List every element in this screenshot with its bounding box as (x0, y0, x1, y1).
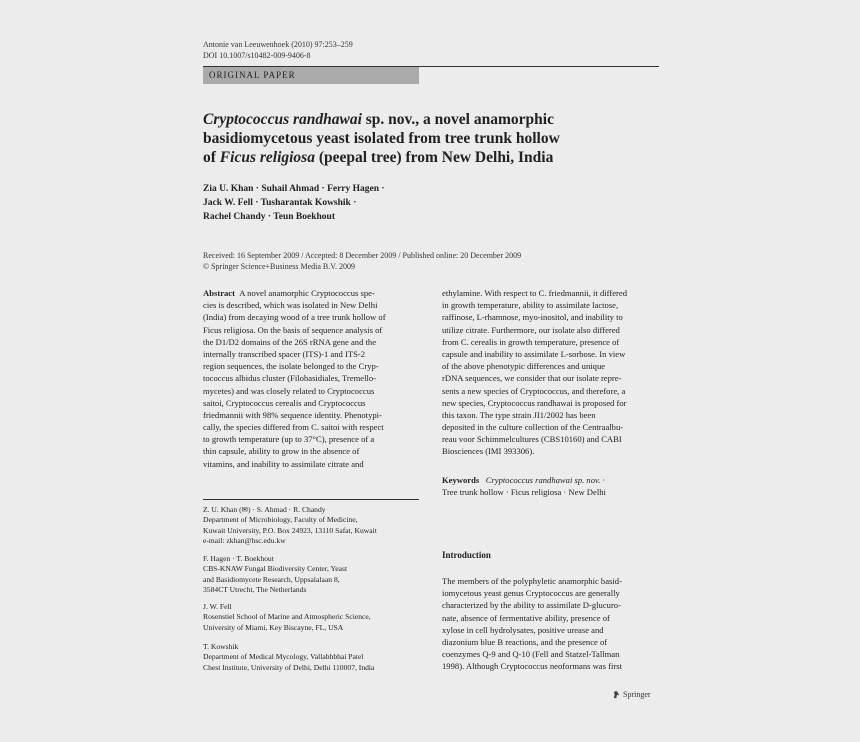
abstract-right-line: of the above phenotypic differences and unique (442, 361, 606, 372)
abstract-left-line: region sequences, the isolate belonged to the Cryp- (203, 361, 379, 372)
abstract-right-line: new species, Cryptococcus randhawai is proposed for (442, 397, 627, 408)
abstract-right-line: reau voor Schimmelcultures (CBS10160) and CABI (442, 434, 622, 445)
abstract-right-line: this taxon. The type strain JI1/2002 has been (442, 409, 596, 420)
title-line3-b: (peepal tree) from New Delhi, India (314, 149, 554, 166)
introduction-line: diazonium blue B reactions, and the presence of (442, 636, 608, 647)
received-dates: Received: 16 September 2009 / Accepted: 8 December 2009 / Published online: 20 December 2009 (203, 251, 522, 260)
springer-horse-icon (612, 690, 621, 699)
abstract-left-line: internally transcribed spacer (ITS)-1 and ITS-2 (203, 348, 366, 359)
affiliation-line: Kuwait University, P.O. Box 24923, 13110 Safat, Kuwait (203, 525, 377, 535)
dates-block (203, 250, 521, 272)
abstract-left-line: thin capsule, ability to grow in the absence of (203, 446, 360, 457)
affiliation-line: CBS-KNAW Fungal Biodiversity Center, Yeast (203, 564, 348, 574)
title-ficus: Ficus religiosa (219, 149, 315, 166)
abstract-left-line: Ficus religiosa. On the basis of sequence analysis of (203, 324, 383, 335)
affiliation-line: T. Kowshik (203, 642, 239, 651)
footnote-rule (203, 499, 419, 500)
abstract-left-line: to growth temperature (up to 37°C), presence of a (203, 434, 375, 445)
abstract-left-column (203, 287, 419, 470)
doi-line[interactable]: DOI 10.1007/s10482-009-9406-8 (203, 51, 311, 60)
abstract-left-line: saitoi, Cryptococcus cerealis and Cryptococcus (203, 397, 366, 408)
abstract-left-line: cies is described, which was isolated in New Delhi (203, 300, 378, 311)
title-line3-a: of (203, 149, 220, 166)
introduction-line: The members of the polyphyletic anamorphic basid- (442, 576, 622, 586)
affiliation-line: Department of Microbiology, Faculty of Medicine, (203, 515, 358, 525)
affiliation-line: F. Hagen · T. Boekhout (203, 554, 274, 563)
introduction-line: characterized by the ability to assimilate D-glucuro- (442, 600, 621, 611)
authors-line-1: Zia U. Khan · Suhail Ahmad · Ferry Hagen · (203, 184, 385, 194)
abstract-left-line: mycetes) and was closely related to Cryptococcus (203, 385, 375, 396)
affiliation-block (203, 642, 419, 673)
abstract-left-line: Abstract A novel anamorphic Cryptococcus spe- (203, 288, 375, 298)
journal-citation: Antonie van Leeuwenhoek (2010) 97:253–259 (203, 40, 353, 49)
keywords-label: Keywords (442, 475, 480, 485)
abstract-left-line: cally, the species differed from C. saitoi with respect (203, 422, 384, 433)
introduction-line: xylose in cell hydrolysates, positive urease and (442, 624, 604, 635)
abstract-right-line: Biosciences (IMI 393306). (442, 446, 535, 457)
introduction-line: iomycetous yeast genus Cryptococcus are generally (442, 588, 620, 599)
abstract-right-line: utilize citrate. Furthermore, our isolate also differed (442, 324, 620, 335)
abstract-right-line: from C. cerealis in growth temperature, presence of (442, 336, 620, 347)
abstract-right-column (442, 287, 658, 458)
keywords-block (442, 474, 658, 498)
affiliation-line: and Basidiomycete Research, Uppsalalaan 8, (203, 574, 340, 584)
title-line1-rest: sp. nov., a novel anamorphic (361, 111, 554, 128)
abstract-label: Abstract (203, 288, 235, 298)
keywords-line-2: Tree trunk hollow · Ficus religiosa · New Delhi (442, 487, 606, 498)
abstract-right-line: ethylamine. With respect to C. friedmannii, it differed (442, 288, 628, 298)
abstract-left-line: friedmannii with 98% sequence identity. Phenotypi- (203, 409, 382, 420)
affiliation-line: 3584CT Utrecht, The Netherlands (203, 585, 307, 595)
abstract-right-line: raffinose, L-rhamnose, myo-inositol, and inability to (442, 312, 623, 323)
title-line2: basidiomycetous yeast isolated from tree trunk hollow (203, 130, 560, 147)
abstract-left-line: the D1/D2 domains of the 26S rRNA gene and the (203, 336, 377, 347)
abstract-right-line: in growth temperature, ability to assimilate lactose, (442, 300, 619, 311)
affiliation-line: Chest Institute, University of Delhi, Delhi 110007, India (203, 662, 375, 672)
introduction-line: 1998). Although Cryptococcus neoformans was first (442, 661, 622, 672)
introduction-line: nate, absence of fermentative ability, presence of (442, 612, 610, 623)
publisher-logo (612, 690, 651, 699)
abstract-right-line: capsule and inability to assimilate L-sorbose. In view (442, 348, 626, 359)
publisher-name: Springer (623, 690, 651, 699)
authors-line-3: Rachel Chandy · Teun Boekhout (203, 212, 335, 222)
keywords-line-1: Cryptococcus randhawai sp. nov. · (485, 475, 605, 485)
paper-title (203, 110, 603, 167)
section-badge: ORIGINAL PAPER (203, 67, 419, 84)
affiliation-line: Z. U. Khan (✉) · S. Ahmad · R. Chandy (203, 505, 326, 514)
author-list (203, 182, 385, 224)
introduction-text (442, 575, 658, 673)
affiliation-line: University of Miami, Key Biscayne, FL, USA (203, 622, 344, 632)
affiliation-line: Department of Medical Mycology, Vallabhbhai Patel (203, 652, 364, 662)
affiliation-line: J. W. Fell (203, 602, 232, 611)
abstract-left-line: vitamins, and inability to assimilate citrate and (203, 458, 364, 469)
abstract-right-line: deposited in the culture collection of the Centraalbu- (442, 422, 624, 433)
affiliation-line[interactable]: e-mail: zkhan@hsc.edu.kw (203, 536, 286, 546)
abstract-right-line: sents a new species of Cryptococcus, and therefore, a (442, 385, 626, 396)
abstract-left-line: tococcus albidus cluster (Filobasidiales, Tremello- (203, 373, 377, 384)
title-species: Cryptococcus randhawai (203, 111, 362, 128)
abstract-left-line: (India) from decaying wood of a tree trunk hollow of (203, 312, 386, 323)
authors-line-2: Jack W. Fell · Tusharantak Kowshik · (203, 198, 357, 208)
introduction-heading: Introduction (442, 550, 491, 560)
affiliation-block (203, 505, 419, 547)
affiliation-block (203, 602, 419, 633)
affiliation-line: Rosenstiel School of Marine and Atmospheric Science, (203, 612, 371, 622)
affiliation-block (203, 554, 419, 596)
copyright-line: © Springer Science+Business Media B.V. 2009 (203, 262, 355, 271)
abstract-right-line: rDNA sequences, we consider that our isolate repre- (442, 373, 622, 384)
introduction-line: coenzymes Q-9 and Q-10 (Fell and Statzel-Tallman (442, 649, 620, 660)
